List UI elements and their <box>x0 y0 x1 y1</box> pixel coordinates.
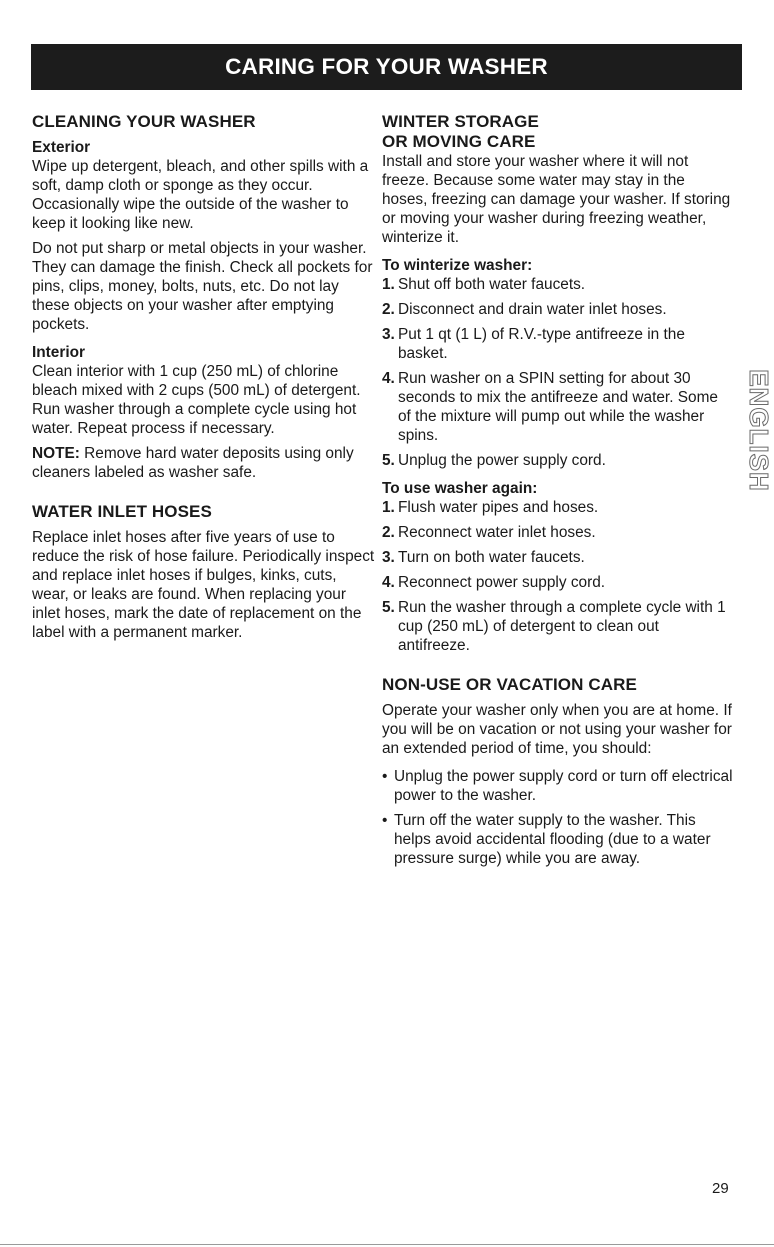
language-side-tab <box>743 340 773 520</box>
exterior-paragraph-2: Do not put sharp or metal objects in your washer. They can damage the finish. Check all pockets for pins, clips, money, bolts, nuts, etc. Do not lay these objects on your washer after emptying pockets. <box>32 240 373 333</box>
page-banner <box>31 44 742 90</box>
winterize-step <box>382 451 734 470</box>
step-text: Disconnect and drain water inlet hoses. <box>398 301 667 318</box>
use-again-heading: To use washer again: <box>382 480 538 497</box>
step-number: 2. <box>382 524 395 541</box>
step-number: 1. <box>382 276 395 293</box>
use-again-steps <box>382 498 734 655</box>
step-number: 1. <box>382 499 395 516</box>
note-paragraph <box>32 444 377 482</box>
right-column <box>382 112 734 868</box>
nonuse-bullet <box>382 767 734 805</box>
step-text: Unplug the power supply cord. <box>398 452 606 469</box>
winterize-step <box>382 275 734 294</box>
page-number: 29 <box>712 1180 729 1197</box>
interior-heading: Interior <box>32 344 86 361</box>
step-text: Reconnect power supply cord. <box>398 574 606 591</box>
note-label: NOTE: <box>32 445 80 462</box>
step-number: 2. <box>382 301 395 318</box>
language-label: ENGLISH <box>743 368 774 492</box>
step-text: Reconnect water inlet hoses. <box>398 524 596 541</box>
use-again-step <box>382 548 734 567</box>
nonuse-paragraph: Operate your washer only when you are at home. If you will be on vacation or not using your washer for an extended period of time, you should: <box>382 702 732 757</box>
hoses-heading: WATER INLET HOSES <box>32 502 212 521</box>
use-again-step <box>382 498 734 517</box>
step-text: Turn on both water faucets. <box>398 549 585 566</box>
left-column <box>32 112 377 642</box>
winterize-heading: To winterize washer: <box>382 257 533 274</box>
bullet-text: Unplug the power supply cord or turn off electrical power to the washer. <box>394 768 733 804</box>
winterize-step <box>382 300 734 319</box>
use-again-step <box>382 573 734 592</box>
step-text: Run the washer through a complete cycle with 1 cup (250 mL) of detergent to clean out antifreeze. <box>398 599 726 654</box>
exterior-heading: Exterior <box>32 139 91 156</box>
bullet-marker: • <box>382 812 388 829</box>
winter-heading-line-2: OR MOVING CARE <box>382 132 536 151</box>
step-text: Put 1 qt (1 L) of R.V.-type antifreeze in the basket. <box>398 326 685 362</box>
nonuse-bullet <box>382 811 734 868</box>
use-again-step <box>382 598 734 655</box>
step-number: 4. <box>382 574 395 591</box>
step-number: 3. <box>382 549 395 566</box>
step-text: Run washer on a SPIN setting for about 30 seconds to mix the antifreeze and water. Some of the mixture will pump out while the washer spins. <box>398 370 718 444</box>
interior-paragraph: Clean interior with 1 cup (250 mL) of chlorine bleach mixed with 2 cups (500 mL) of detergent. Run washer through a complete cycle using hot water. Repeat process if necessary. <box>32 363 361 437</box>
winter-paragraph: Install and store your washer where it will not freeze. Because some water may stay in the hoses, freezing can damage your washer. If storing or moving your washer during freezing weather, winterize it. <box>382 153 731 246</box>
winter-heading-line-1: WINTER STORAGE <box>382 112 539 131</box>
nonuse-heading: NON-USE OR VACATION CARE <box>382 675 637 694</box>
banner-title: CARING FOR YOUR WASHER <box>225 54 548 79</box>
bullet-text: Turn off the water supply to the washer. This helps avoid accidental flooding (due to a water pressure surge) while you are away. <box>394 812 711 867</box>
step-text: Shut off both water faucets. <box>398 276 586 293</box>
step-number: 3. <box>382 326 395 343</box>
winterize-steps <box>382 275 734 470</box>
winterize-step <box>382 325 734 363</box>
cleaning-heading: CLEANING YOUR WASHER <box>32 112 256 131</box>
bottom-divider <box>0 1244 774 1245</box>
step-number: 4. <box>382 370 395 387</box>
exterior-paragraph-1: Wipe up detergent, bleach, and other spills with a soft, damp cloth or sponge as they occur. Occasionally wipe the outside of the washer to keep it looking like new. <box>32 158 369 232</box>
step-number: 5. <box>382 599 395 616</box>
hoses-paragraph: Replace inlet hoses after five years of use to reduce the risk of hose failure. Periodically inspect and replace inlet hoses if bulges, kinks, cuts, wear, or leaks are found. When replacing your inlet hoses, mark the date of replacement on the label with a permanent marker. <box>32 529 375 641</box>
bullet-marker: • <box>382 768 388 785</box>
winterize-step <box>382 369 734 445</box>
note-text: Remove hard water deposits using only cleaners labeled as washer safe. <box>32 445 354 481</box>
step-number: 5. <box>382 452 395 469</box>
use-again-step <box>382 523 734 542</box>
step-text: Flush water pipes and hoses. <box>398 499 599 516</box>
